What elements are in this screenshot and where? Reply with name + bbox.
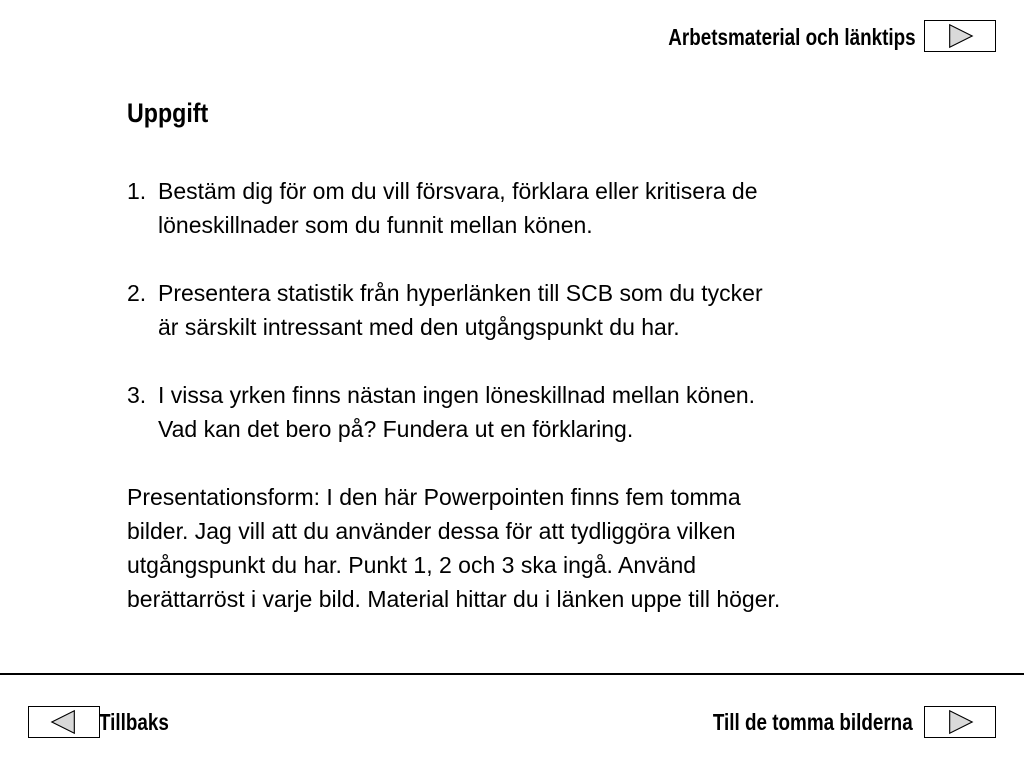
presentation-text-line: Presentationsform: I den här Powerpointen finns fem tomma (127, 484, 741, 510)
task-item-1 (127, 174, 987, 242)
task-text-line: Bestäm dig för om du vill försvara, förklara eller kritisera de (158, 178, 758, 204)
triangle-right-icon (925, 707, 995, 737)
task-number: 2. (127, 280, 147, 306)
task-number: 1. (127, 178, 147, 204)
materials-link-button[interactable] (924, 20, 996, 52)
task-number: 3. (127, 382, 147, 408)
task-text-line: är särskilt intressant med den utgångspunkt du har. (158, 314, 680, 340)
footer-divider (0, 673, 1024, 675)
task-item-3 (127, 378, 987, 446)
triangle-left-icon (29, 707, 99, 737)
task-item-2 (127, 276, 987, 344)
task-text-line: löneskillnader som du funnit mellan könen. (158, 212, 593, 238)
forward-button[interactable] (924, 706, 996, 738)
presentation-text-line: berättarröst i varje bild. Material hittar du i länken uppe till höger. (127, 586, 781, 612)
materials-link-label[interactable]: Arbetsmaterial och länktips (668, 24, 916, 50)
task-text-line: Presentera statistik från hyperlänken till SCB som du tycker (158, 280, 763, 306)
task-content (127, 174, 987, 616)
back-button[interactable] (28, 706, 100, 738)
page-title: Uppgift (127, 98, 209, 128)
task-text-line: Vad kan det bero på? Fundera ut en förklaring. (158, 416, 634, 442)
presentation-instructions (127, 480, 987, 616)
triangle-right-icon (925, 21, 995, 51)
presentation-text-line: utgångspunkt du har. Punkt 1, 2 och 3 ska ingå. Använd (127, 552, 697, 578)
forward-button-label[interactable]: Till de tomma bilderna (713, 709, 913, 735)
presentation-text-line: bilder. Jag vill att du använder dessa för att tydliggöra vilken (127, 518, 736, 544)
task-text-line: I vissa yrken finns nästan ingen löneskillnad mellan könen. (158, 382, 756, 408)
back-button-label[interactable]: Tillbaks (99, 709, 169, 735)
